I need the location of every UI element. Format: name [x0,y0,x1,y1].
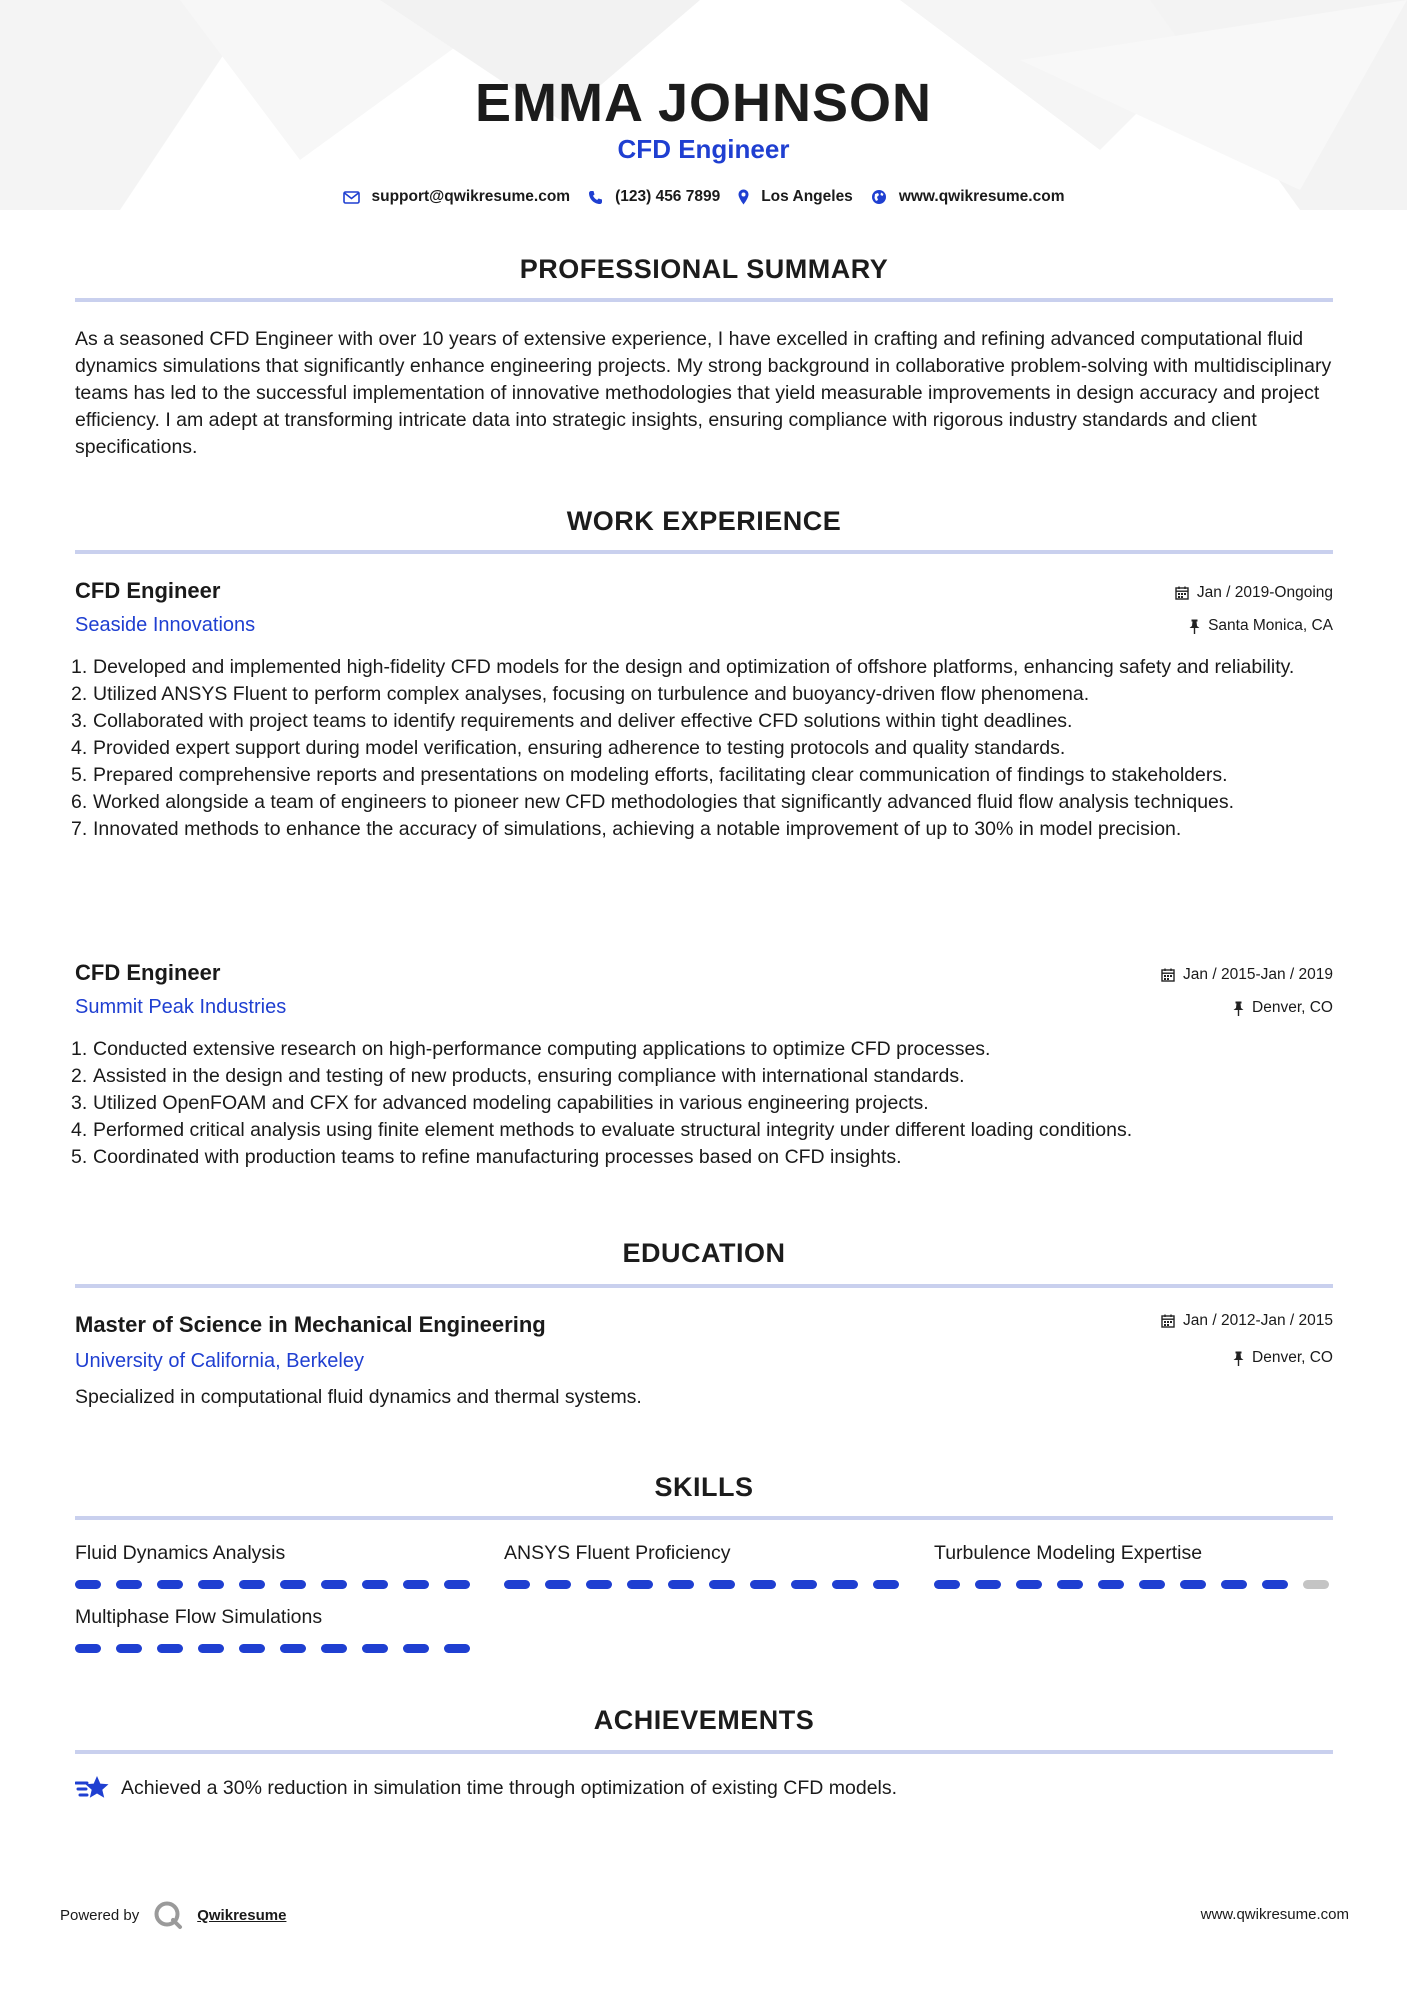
bullet-text: Assisted in the design and testing of new products, ensuring compliance with international standards. [93,1065,965,1087]
summary-section-title: PROFESSIONAL SUMMARY [519,254,889,284]
skill-dash-filled [280,1580,306,1589]
education-location [1233,1349,1333,1367]
calendar-icon [1161,1314,1175,1328]
qwikresume-logo-icon [153,1900,183,1930]
skill-dash-filled [586,1580,612,1589]
phone-text: (123) 456 7899 [615,188,721,205]
skill-dash-filled [403,1644,429,1653]
skill-name: ANSYS Fluent Proficiency [504,1542,731,1564]
job-location-text: Santa Monica, CA [1208,617,1333,634]
skill-dash-filled [321,1580,347,1589]
website-text: www.qwikresume.com [898,188,1065,205]
job-location [1189,617,1333,635]
calendar-icon [1161,968,1175,982]
skill-dash-filled [1221,1580,1247,1589]
education-description: Specialized in computational fluid dynamics and thermal systems. [75,1386,642,1408]
email-text: support@qwikresume.com [371,188,571,205]
skill-item [75,1542,475,1589]
calendar-icon [1175,586,1189,600]
skill-dash-filled [1016,1580,1042,1589]
list-item: 1. Conducted extensive research on high-performance computing applications to optimize CFD processes. [71,1038,991,1060]
job-dates [1175,584,1333,602]
skill-dash-filled [709,1580,735,1589]
skill-dash-filled [444,1580,470,1589]
skill-name: Multiphase Flow Simulations [75,1606,323,1628]
skill-item [934,1542,1334,1589]
skill-level-meter [504,1580,904,1589]
skill-dash-filled [668,1580,694,1589]
skill-level-meter [934,1580,1334,1589]
list-item: 3. Utilized OpenFOAM and CFX for advanced modeling capabilities in various engineering projects. [71,1092,929,1114]
job-location-text: Denver, CO [1252,999,1333,1016]
location-text: Los Angeles [761,188,853,205]
contact-email[interactable] [343,188,571,206]
education-divider [75,1284,1333,1288]
list-item: 1. Developed and implemented high-fidelity CFD models for the design and optimization of offshore platforms, enhancing safety and reliability. [71,656,1295,678]
skill-dash-filled [116,1644,142,1653]
skill-name: Turbulence Modeling Expertise [934,1542,1203,1564]
job-title: CFD Engineer [75,578,221,603]
bullet-text: Utilized OpenFOAM and CFX for advanced modeling capabilities in various engineering projects. [93,1092,929,1114]
shooting-star-icon [75,1775,109,1801]
contact-website[interactable] [871,188,1065,206]
list-item: 5. Prepared comprehensive reports and presentations on modeling efforts, facilitating clear communication of findings to stakeholders. [71,764,1228,786]
bullet-text: Utilized ANSYS Fluent to perform complex analyses, focusing on turbulence and buoyancy-driven flow phenomena. [93,683,1090,705]
experience-divider [75,550,1333,554]
list-item: 5. Coordinated with production teams to refine manufacturing processes based on CFD insights. [71,1146,902,1168]
education-dates-text: Jan / 2012-Jan / 2015 [1183,1312,1333,1329]
skill-dash-filled [321,1644,347,1653]
skill-name: Fluid Dynamics Analysis [75,1542,286,1564]
skill-dash-filled [1057,1580,1083,1589]
contact-location [738,188,853,206]
bullet-text: Performed critical analysis using finite element methods to evaluate structural integrity under different loading conditions. [93,1119,1133,1141]
skill-dash-filled [403,1580,429,1589]
skill-dash-filled [239,1580,265,1589]
achievements-divider [75,1750,1333,1754]
skill-dash-filled [791,1580,817,1589]
bullet-text: Coordinated with production teams to refine manufacturing processes based on CFD insights. [93,1146,902,1168]
job-company: Seaside Innovations [75,614,256,636]
qwikresume-link[interactable]: Qwikresume [197,1906,287,1924]
skill-dash-filled [239,1644,265,1653]
skills-section-title: SKILLS [654,1472,754,1502]
skill-level-meter [75,1644,475,1653]
pushpin-icon [1233,1351,1244,1366]
skill-dash-filled [1180,1580,1206,1589]
job-location [1233,999,1333,1017]
envelope-icon [343,191,360,204]
powered-by-label: Powered by [60,1906,140,1924]
skill-dash-filled [750,1580,776,1589]
bullet-text: Innovated methods to enhance the accuracy of simulations, achieving a notable improvement of up to 30% in model precision. [93,818,1182,840]
school-name: University of California, Berkeley [75,1350,364,1372]
list-item: 7. Innovated methods to enhance the accuracy of simulations, achieving a notable improvement of up to 30% in model precision. [71,818,1182,840]
skill-dash-filled [1139,1580,1165,1589]
education-dates [1161,1312,1333,1330]
experience-section-title: WORK EXPERIENCE [566,506,842,536]
map-pin-icon [738,189,749,205]
achievement-text: Achieved a 30% reduction in simulation time through optimization of existing CFD models. [121,1776,898,1799]
list-item: 2. Utilized ANSYS Fluent to perform complex analyses, focusing on turbulence and buoyancy-driven flow phenomena. [71,683,1090,705]
bullet-text: Provided expert support during model verification, ensuring adherence to testing protocols and quality standards. [93,737,1066,759]
list-item: 3. Collaborated with project teams to identify requirements and deliver effective CFD solutions within tight deadlines. [71,710,1073,732]
skill-dash-filled [198,1580,224,1589]
skill-dash-filled [157,1644,183,1653]
education-section-title: EDUCATION [622,1238,786,1268]
job-dates-text: Jan / 2015-Jan / 2019 [1183,966,1333,983]
skill-dash-filled [504,1580,530,1589]
skill-dash-filled [627,1580,653,1589]
list-item: 4. Performed critical analysis using finite element methods to evaluate structural integrity under different loading conditions. [71,1119,1133,1141]
bullet-text: Prepared comprehensive reports and presentations on modeling efforts, facilitating clear communication of findings to stakeholders. [93,764,1228,786]
footer-website[interactable]: www.qwikresume.com [1200,1906,1349,1923]
list-item: 6. Worked alongside a team of engineers to pioneer new CFD methodologies that significantly advanced fluid flow analysis techniques. [71,791,1235,813]
skill-dash-filled [75,1580,101,1589]
list-item: 4. Provided expert support during model verification, ensuring adherence to testing protocols and quality standards. [71,737,1066,759]
pushpin-icon [1189,619,1200,634]
skill-dash-filled [116,1580,142,1589]
skill-dash-filled [832,1580,858,1589]
job-dates-text: Jan / 2019-Ongoing [1196,584,1333,601]
candidate-name: EMMA JOHNSON [474,73,933,133]
skill-dash-filled [444,1644,470,1653]
skill-dash-filled [1262,1580,1288,1589]
job-dates [1161,966,1333,984]
globe-icon [871,189,887,205]
bullet-text: Collaborated with project teams to identify requirements and deliver effective CFD solutions within tight deadlines. [93,710,1073,732]
job-company: Summit Peak Industries [75,996,287,1018]
powered-by [60,1900,286,1930]
contact-phone[interactable] [588,188,720,206]
skill-dash-filled [545,1580,571,1589]
job-bullets [71,654,1337,843]
education-location-text: Denver, CO [1252,1349,1333,1366]
bullet-text: Worked alongside a team of engineers to pioneer new CFD methodologies that significantly advanced fluid flow analysis techniques. [93,791,1235,813]
skill-dash-empty [1303,1580,1329,1589]
skill-dash-filled [975,1580,1001,1589]
skill-item [504,1542,904,1589]
degree-title: Master of Science in Mechanical Engineering [75,1312,546,1337]
skill-dash-filled [198,1644,224,1653]
skill-dash-filled [362,1580,388,1589]
achievements-section-title: ACHIEVEMENTS [593,1705,815,1735]
contact-bar [0,188,1407,206]
bullet-text: Conducted extensive research on high-performance computing applications to optimize CFD processes. [93,1038,991,1060]
job-title: CFD Engineer [75,960,221,985]
achievement-item [75,1775,897,1801]
skill-dash-filled [280,1644,306,1653]
summary-text: As a seasoned CFD Engineer with over 10 years of extensive experience, I have excelled in crafting and refining advanced computational fluid dynamics simulations that significantly enhance engineering projects. My strong background in collaborative problem-solving with multidisciplinary teams has led to the successful implementation of innovative methodologies that yield measurable improvements in design accuracy and project efficiency. I am adept at transforming intricate data into strategic insights, ensuring compliance with rigorous industry standards and client specifications. [75,328,1332,458]
skill-dash-filled [934,1580,960,1589]
pushpin-icon [1233,1001,1244,1016]
skill-dash-filled [362,1644,388,1653]
summary-divider [75,298,1333,302]
skill-dash-filled [1098,1580,1124,1589]
skill-dash-filled [75,1644,101,1653]
skill-dash-filled [873,1580,899,1589]
phone-icon [588,190,603,205]
skill-dash-filled [157,1580,183,1589]
bullet-text: Developed and implemented high-fidelity CFD models for the design and optimization of offshore platforms, enhancing safety and reliability. [93,656,1295,678]
skills-divider [75,1516,1333,1520]
candidate-role: CFD Engineer [617,134,790,164]
skill-item [75,1606,475,1653]
list-item: 2. Assisted in the design and testing of new products, ensuring compliance with international standards. [71,1065,965,1087]
skill-level-meter [75,1580,475,1589]
job-bullets [71,1036,1337,1171]
